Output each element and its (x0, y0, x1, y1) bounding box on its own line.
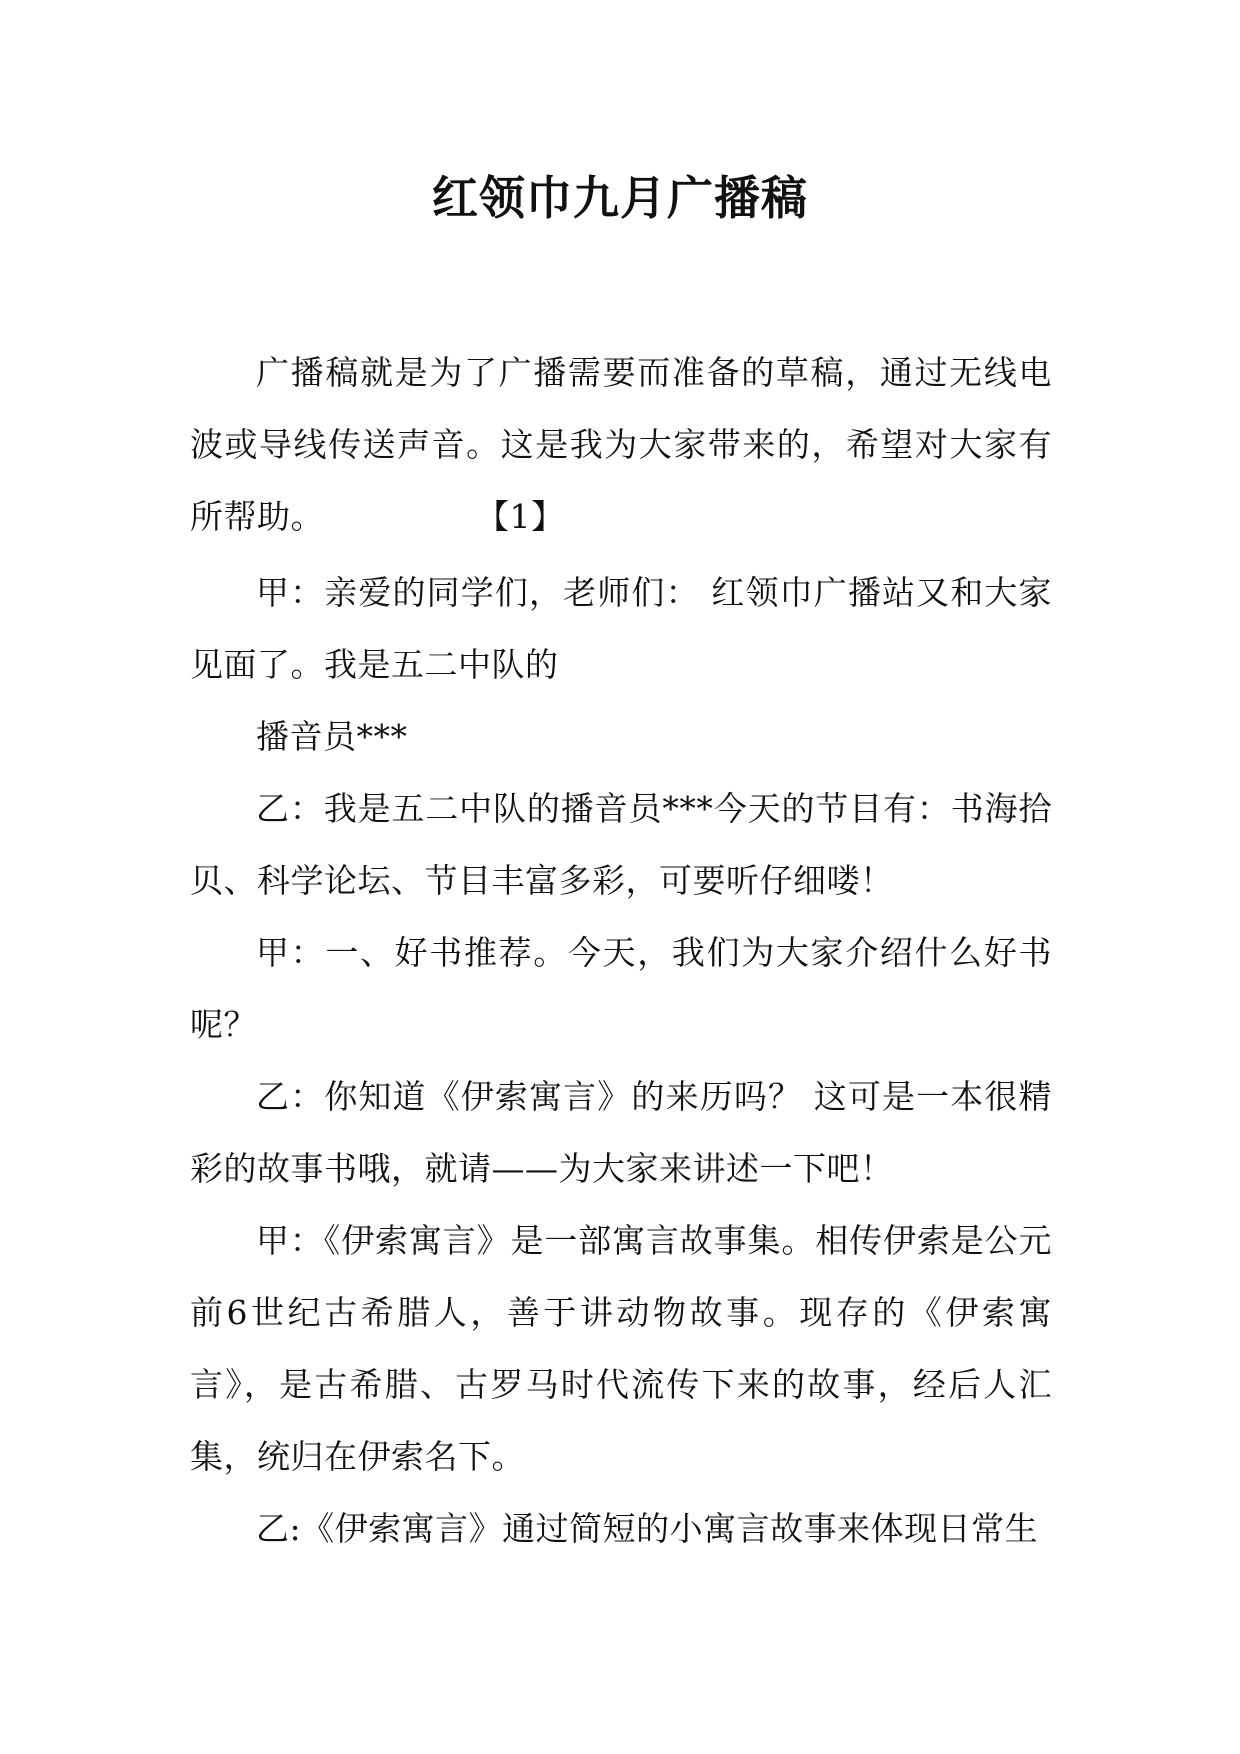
paragraph: 播音员*** (256, 717, 408, 756)
document-title: 红领巾九月广播稿 (432, 171, 808, 225)
paragraph: 乙:《伊索寓言》通过简短的小寓言故事来体现日常生 (256, 1509, 1039, 1548)
intro-text: 广播稿就是为了广播需要而准备的草稿，通过无线电波或导线传送声音。这是我为大家带来的，希望对大家有所帮助。 (190, 353, 1052, 536)
document-body (190, 337, 1052, 1565)
paragraph: 乙：你知道《伊索寓言》的来历吗？ 这可是一本很精彩的故事书哦，就请——为大家来讲述一下吧！ (190, 1077, 1052, 1188)
paragraph: 甲：亲爱的同学们，老师们： 红领巾广播站又和大家见面了。我是五二中队的 (190, 573, 1052, 684)
paragraph: 甲：一、好书推荐。今天，我们为大家介绍什么好书呢？ (190, 933, 1052, 1044)
footnote-marker: 【1】 (476, 497, 565, 536)
intro-paragraph (190, 337, 1052, 553)
paragraph: 乙：我是五二中队的播音员***今天的节目有：书海拾贝、科学论坛、节目丰富多彩，可要听仔细喽！ (190, 789, 1052, 900)
paragraph: 甲：《伊索寓言》是一部寓言故事集。相传伊索是公元前6世纪古希腊人，善于讲动物故事。现存的《伊索寓言》，是古希腊、古罗马时代流传下来的故事，经后人汇集，统归在伊索名下。 (190, 1221, 1052, 1476)
